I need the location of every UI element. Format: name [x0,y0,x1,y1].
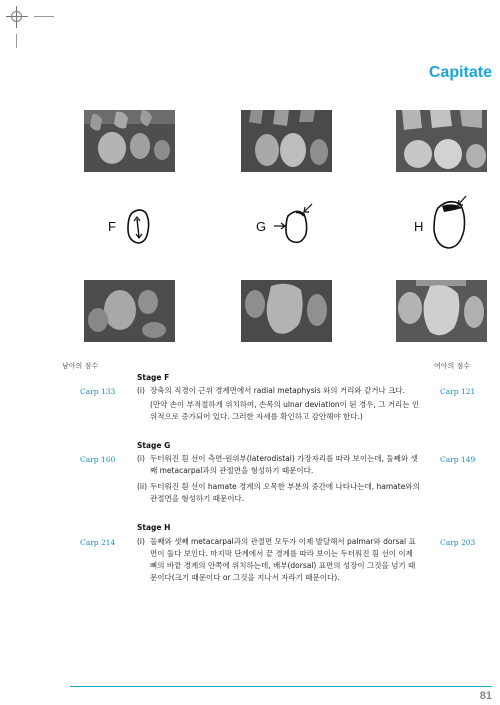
capitate-sketch-f [120,205,166,251]
capitate-sketch-h [426,194,474,252]
crop-line [34,16,54,17]
stage-f-letter: F [108,219,116,234]
stage-g-criterion-1 [137,453,420,477]
stage-h-boys-score: Carp 214 [80,538,116,547]
page-number: 81 [479,690,492,702]
stage-h-girls-score: Carp 203 [440,538,476,547]
stage-h-label: Stage H [137,523,171,532]
criterion-number: (i) [137,537,145,546]
xray-bottom-g [241,280,332,342]
stage-f-criterion-1 [137,385,420,397]
stage-g-label: Stage G [137,441,171,450]
girls-score-heading: 여아의 점수 [434,362,471,370]
stage-g-boys-score: Carp 160 [80,455,116,464]
criterion-number: (i) [137,454,145,463]
stage-g-girls-score: Carp 149 [440,455,476,464]
crop-line-vertical [16,34,17,48]
stage-f-girls-score: Carp 121 [440,387,476,396]
footer-rule [70,686,492,687]
stage-h-letter: H [414,219,424,234]
xray-bottom-f [84,280,175,342]
xray-bottom-h [396,280,487,342]
stage-g-criterion-2 [137,481,420,505]
criterion-text: 두터워진 흰 선이 hamate 경계의 오목한 부분의 중간에 나타나는데, hamate와의 관절면을 형성하기 때문이다. [150,482,420,503]
xray-top-g [241,110,332,172]
stage-f-note [137,399,420,423]
criterion-text: 둘째와 셋째 metacarpal과의 관절면 모두가 이제 발달해서 palmar와 dorsal 표면이 둘다 보인다. 마지막 단계에서 끝 경계를 따라 보이는 두터워진 흰 선이 이제 뼈의 바깥 경계의 안쪽에 위치하는데, 배부(dorsal) 표면의 성장이 그것을 넘기 때문이다(크기 때문이다 or 그것을 지나서 자라기 때문이다). [150,537,416,582]
criterion-number: (ii) [137,482,148,491]
capitate-sketch-g [272,202,318,248]
stage-g-letter: G [256,219,267,234]
section-title: Capitate [428,64,492,81]
criterion-text: 두터워진 흰 선이 측면-원위부(laterodistal) 가장자리를 따라 보이는데, 둘째와 셋째 metacarpal과의 관절면을 형성하기 때문이다. [150,454,418,475]
xray-top-h [396,110,487,172]
boys-score-heading: 남아의 점수 [62,362,99,370]
stage-f-boys-score: Carp 133 [80,387,116,396]
criterion-text: 장축의 직경이 근위 경계면에서 radial metaphysis 와의 거리와 같거나 크다. [150,386,405,395]
crop-mark [6,6,28,28]
xray-top-f [84,110,175,172]
stage-h-criterion-1 [137,536,420,584]
criterion-number: (i) [137,386,145,395]
stage-f-label: Stage F [137,373,170,382]
criterion-note-text: (만약 손이 부적절하게 위치하여, 손목의 ulnar deviation이 된 경우, 그 거리는 인위적으로 증가되어 있다. 그러한 자세를 확인하고 감안해야 한다.) [150,400,420,421]
